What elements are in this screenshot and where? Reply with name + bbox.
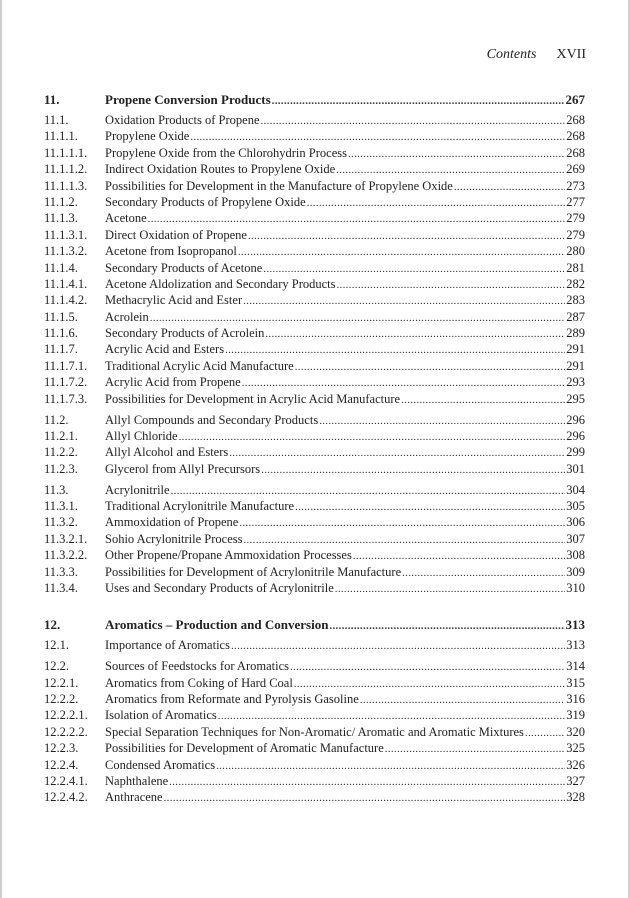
toc-entry-page: 291: [566, 358, 585, 373]
toc-entry-number: 11.1.3.2.: [44, 244, 88, 259]
toc-entry-title: Allyl Alcohol and Esters: [105, 445, 229, 460]
page-left-edge: [0, 0, 2, 898]
toc-entry-number: 11.2.: [44, 412, 69, 427]
toc-entry-title: Aromatics from Coking of Hard Coal: [105, 675, 293, 690]
toc-entry-title: Aromatics from Reformate and Pyrolysis Gasoline: [105, 692, 359, 706]
toc-chapter: [44, 616, 585, 805]
toc-entry-title: Special Separation Techniques for Non-Aromatic/ Aromatic and Aromatic Mixtures: [105, 724, 524, 739]
toc-entry-page: 289: [566, 326, 585, 341]
toc-entry: [44, 161, 585, 177]
dot-leader: [454, 179, 565, 195]
toc-entry-number: 11.: [44, 92, 60, 107]
toc-entry: [44, 724, 585, 740]
toc-section-group: [44, 658, 585, 806]
toc-entry-page: 309: [566, 564, 585, 579]
dot-leader: [244, 532, 566, 548]
toc-entry-title: Other Propene/Propane Ammoxidation Processes: [105, 548, 352, 563]
toc-entry-number: 11.1.1.: [44, 129, 78, 144]
toc-entry-number: 11.2.3.: [44, 461, 78, 476]
dot-leader: [295, 499, 565, 515]
toc-entry: [44, 531, 585, 547]
dot-leader: [164, 790, 566, 806]
toc-entry-page: 269: [566, 162, 585, 177]
toc-entry: [44, 789, 585, 805]
toc-entry-page: 281: [566, 260, 585, 275]
toc-entry-title: Acetone Aldolization and Secondary Products: [105, 276, 336, 291]
toc-entry: [44, 194, 585, 210]
toc-entry-title: Allyl Compounds and Secondary Products: [105, 412, 319, 427]
toc-entry-title: Naphthalene: [105, 773, 169, 788]
dot-leader: [263, 261, 565, 277]
toc-entry: [44, 227, 585, 243]
running-head: [487, 47, 586, 63]
toc-entry-title: Sources of Feedstocks for Aromatics: [105, 659, 289, 674]
toc-entry: [44, 341, 585, 357]
toc-entry-number: 12.1.: [44, 638, 69, 653]
toc-entry-title: Oxidation Products of Propene: [105, 113, 260, 127]
toc-entry-title: Methacrylic Acid and Ester: [105, 293, 243, 308]
dot-leader: [261, 462, 565, 478]
toc-chapter-heading: [44, 91, 585, 108]
toc-entry-number: 11.1.: [44, 113, 69, 127]
toc-entry-page: 307: [566, 531, 585, 546]
toc-entry-title: Glycerol from Allyl Precursors: [105, 461, 261, 476]
toc-section-group: [44, 112, 585, 407]
dot-leader: [272, 93, 565, 110]
dot-leader: [295, 359, 566, 375]
toc-entry: [44, 580, 585, 596]
toc-entry-page: 325: [566, 741, 585, 756]
toc-entry-number: 12.2.4.1.: [44, 773, 88, 788]
toc-entry-number: 12.2.2.1.: [44, 708, 88, 723]
dot-leader: [335, 581, 565, 597]
dot-leader: [385, 741, 565, 757]
toc-entry: [44, 260, 585, 276]
toc-entry: [44, 773, 585, 789]
toc-entry-title: Ammoxidation of Propene: [105, 515, 239, 530]
toc-entry-page: 268: [566, 145, 585, 160]
toc-entry-number: 11.1.4.1.: [44, 276, 88, 291]
toc-entry-title: Secondary Products of Acetone: [105, 260, 263, 275]
toc-entry-title: Possibilities for Development of Acrylonitrile Manufacture: [105, 564, 402, 579]
toc-entry-number: 11.3.: [44, 482, 69, 497]
toc-entry-title: Condensed Aromatics: [105, 757, 216, 772]
toc-entry-page: 316: [566, 692, 585, 706]
dot-leader: [171, 483, 566, 499]
toc-entry-number: 12.2.4.: [44, 757, 79, 772]
toc-entry-number: 11.1.3.: [44, 211, 78, 226]
dot-leader: [169, 774, 565, 790]
dot-leader: [336, 162, 565, 178]
toc-entry-title: Secondary Products of Acrolein: [105, 326, 265, 341]
toc-entry-number: 11.1.7.3.: [44, 391, 88, 406]
toc-entry-number: 11.1.1.2.: [44, 162, 88, 177]
dot-leader: [179, 429, 566, 445]
toc-chapter-heading: [44, 616, 585, 633]
toc-section-group: [44, 412, 585, 478]
dot-leader: [150, 310, 566, 326]
toc-entry-number: 11.1.3.1.: [44, 227, 88, 242]
dot-leader: [239, 515, 565, 531]
toc-entry-number: 11.2.1.: [44, 428, 78, 443]
toc-entry-number: 12.2.2.: [44, 692, 79, 706]
toc-entry-title: Uses and Secondary Products of Acrylonitrile: [105, 580, 334, 595]
toc-entry-title: Possibilities for Development in the Manufacture of Propylene Oxide: [105, 178, 453, 193]
toc-entry: [44, 707, 585, 723]
toc-entry-number: 12.2.: [44, 659, 69, 674]
toc-entry-page: 327: [566, 773, 585, 788]
toc-entry: [44, 358, 585, 374]
dot-leader: [329, 618, 564, 635]
toc-entry-number: 12.: [44, 617, 61, 633]
toc-entry-page: 293: [566, 375, 585, 390]
dot-leader: [216, 758, 565, 774]
toc-entry-title: Sohio Acrylonitrile Process: [105, 531, 243, 546]
toc-entry: [44, 412, 585, 428]
dot-leader: [290, 659, 565, 675]
dot-leader: [242, 375, 566, 391]
toc-entry: [44, 128, 585, 144]
dot-leader: [218, 708, 565, 724]
dot-leader: [148, 211, 566, 227]
toc-entry: [44, 482, 585, 498]
toc-entry-number: 11.1.7.1.: [44, 358, 88, 373]
dot-leader: [238, 244, 565, 260]
toc-entry: [44, 145, 585, 161]
toc-entry-title: Anthracene: [105, 790, 163, 805]
dot-leader: [307, 195, 566, 211]
toc-entry-page: 282: [566, 276, 585, 291]
toc-entry-title: Propylene Oxide from the Chlorohydrin Process: [105, 145, 347, 160]
toc-entry-number: 11.2.2.: [44, 445, 78, 460]
toc-entry-number: 12.2.1.: [44, 675, 79, 690]
toc-entry-page: 326: [566, 757, 585, 772]
toc-entry-number: 12.2.4.2.: [44, 790, 88, 805]
toc-entry: [44, 243, 585, 259]
toc-entry: [44, 691, 585, 707]
toc-entry: [44, 391, 585, 407]
toc-entry-page: 296: [566, 412, 585, 427]
toc-entry-title: Direct Oxidation of Propene: [105, 227, 247, 242]
toc-entry-number: 11.3.1.: [44, 498, 78, 513]
toc-entry-page: 268: [566, 129, 585, 144]
toc-entry-page: 304: [566, 482, 585, 497]
toc-entry-number: 11.1.7.: [44, 342, 78, 357]
toc-section-group: [44, 637, 585, 653]
toc-entry-page: 299: [566, 445, 585, 460]
toc-entry: [44, 444, 585, 460]
chapter-spacer: [44, 602, 585, 616]
toc-entry: [44, 514, 585, 530]
dot-leader: [348, 146, 565, 162]
toc-entry-page: 314: [566, 659, 585, 674]
toc-entry: [44, 675, 585, 691]
toc-entry-number: 12.2.3.: [44, 741, 79, 756]
toc-entry-title: Indirect Oxidation Routes to Propylene Oxide: [105, 162, 336, 177]
toc-entry-number: 11.1.4.2.: [44, 293, 88, 308]
toc-entry: [44, 178, 585, 194]
toc-entry-number: 11.1.2.: [44, 194, 78, 209]
toc-entry-page: 308: [566, 548, 585, 563]
toc-entry-title: Possibilities for Development of Aromatic Manufacture: [105, 741, 384, 756]
toc-entry-title: Acetone: [105, 211, 147, 226]
toc-entry: [44, 564, 585, 580]
dot-leader: [319, 413, 565, 429]
toc-section-group: [44, 482, 585, 597]
toc-entry-number: 11.3.2.: [44, 515, 78, 530]
toc-entry-page: 280: [566, 244, 585, 259]
toc-entry: [44, 658, 585, 674]
dot-leader: [337, 277, 566, 293]
toc-entry-page: 305: [566, 498, 585, 513]
toc-entry-page: 296: [566, 428, 585, 443]
toc-entry-number: 11.1.1.1.: [44, 145, 88, 160]
dot-leader: [353, 548, 565, 564]
toc-entry-title: Propylene Oxide: [105, 129, 190, 144]
toc-entry: [44, 276, 585, 292]
toc-entry-number: 11.1.1.3.: [44, 178, 88, 193]
toc-entry-title: Allyl Chloride: [105, 428, 178, 443]
toc-entry-page: 291: [566, 342, 585, 357]
toc-entry-number: 11.3.2.2.: [44, 548, 88, 563]
toc-entry-number: 11.3.2.1.: [44, 531, 88, 546]
toc-entry-page: 283: [566, 293, 585, 308]
running-head-title: Contents: [486, 47, 537, 62]
dot-leader: [265, 326, 565, 342]
toc-entry-number: 11.1.6.: [44, 326, 78, 341]
toc-entry-page: 319: [566, 708, 585, 723]
toc-entry-page: 273: [566, 178, 585, 193]
toc-entry-title: Acrylic Acid and Esters: [105, 342, 225, 357]
toc-entry: [44, 210, 585, 226]
toc-entry: [44, 461, 585, 477]
toc-entry-title: Importance of Aromatics: [105, 638, 230, 653]
toc-entry-number: 12.2.2.2.: [44, 724, 88, 739]
toc-entry: [44, 374, 585, 390]
toc-entry: [44, 325, 585, 341]
toc-entry-page: 268: [566, 113, 585, 127]
toc-entry-number: 11.1.4.: [44, 260, 78, 275]
toc-entry: [44, 547, 585, 563]
toc-entry: [44, 498, 585, 514]
toc-entry-page: 279: [566, 227, 585, 242]
dot-leader: [525, 725, 565, 741]
toc-entry-title: Aromatics – Production and Conversion: [105, 617, 329, 633]
toc-chapter: [44, 91, 585, 596]
toc-entry-title: Traditional Acrylonitrile Manufacture: [105, 498, 295, 513]
toc-entry-page: 328: [566, 790, 585, 805]
toc-entry-title: Possibilities for Development in Acrylic Acid Manufacture: [105, 391, 401, 406]
toc-entry-title: Secondary Products of Propylene Oxide: [105, 194, 306, 209]
toc-entry-page: 310: [566, 580, 585, 595]
dot-leader: [402, 565, 565, 581]
dot-leader: [294, 676, 565, 692]
toc-entry-page: 277: [566, 194, 585, 209]
toc-entry-title: Isolation of Aromatics: [105, 708, 217, 723]
dot-leader: [261, 113, 566, 129]
toc-entry-title: Acetone from Isopropanol: [105, 244, 237, 259]
toc-entry-title: Acrylonitrile: [105, 482, 170, 497]
toc-entry-page: 315: [566, 675, 585, 690]
toc-entry: [44, 292, 585, 308]
toc-entry-page: 301: [566, 461, 585, 476]
dot-leader: [401, 392, 565, 408]
dot-leader: [190, 129, 565, 145]
toc-entry-number: 11.3.3.: [44, 564, 78, 579]
dot-leader: [231, 638, 565, 654]
toc-entry: [44, 740, 585, 756]
dot-leader: [248, 228, 565, 244]
running-head-page-number: XVII: [556, 47, 586, 62]
dot-leader: [243, 293, 565, 309]
toc-entry-page: 320: [566, 724, 585, 739]
dot-leader: [225, 342, 565, 358]
toc-entry-page: 306: [566, 515, 585, 530]
toc-entry-title: Propene Conversion Products: [105, 92, 271, 107]
toc-entry: [44, 309, 585, 325]
toc-entry-title: Traditional Acrylic Acid Manufacture: [105, 358, 294, 373]
toc-entry-number: 11.1.7.2.: [44, 375, 88, 390]
toc-entry-page: 313: [565, 617, 585, 633]
toc-entry-number: 11.1.5.: [44, 309, 78, 324]
toc-entry-page: 279: [566, 211, 585, 226]
toc-entry: [44, 112, 585, 128]
toc-entry-page: 287: [566, 309, 585, 324]
toc-entry-number: 11.3.4.: [44, 580, 78, 595]
dot-leader: [229, 445, 565, 461]
table-of-contents: [44, 91, 585, 812]
dot-leader: [360, 692, 565, 708]
toc-entry-title: Acrylic Acid from Propene: [105, 375, 241, 390]
toc-entry: [44, 428, 585, 444]
toc-entry-page: 267: [565, 92, 585, 107]
toc-entry: [44, 637, 585, 653]
toc-entry-title: Acrolein: [105, 309, 149, 324]
toc-entry: [44, 757, 585, 773]
toc-entry-page: 313: [566, 638, 585, 653]
toc-entry-page: 295: [566, 391, 585, 406]
